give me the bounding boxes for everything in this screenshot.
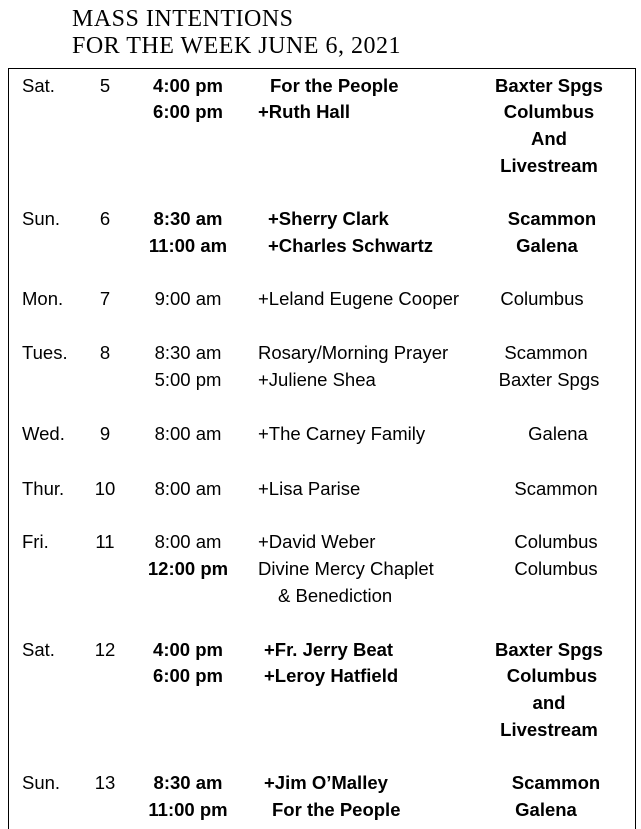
schedule-row — [0, 475, 641, 502]
location-cell: Columbus — [500, 288, 584, 309]
location-cell: Columbus — [514, 531, 598, 552]
schedule-row — [0, 636, 641, 663]
schedule-row — [0, 716, 641, 743]
date-cell: 12 — [94, 639, 116, 660]
date-cell: 6 — [99, 208, 111, 229]
location-cell: Baxter Spgs — [495, 75, 603, 96]
time-cell: 6:00 pm — [153, 101, 223, 122]
day-cell: Wed. — [22, 423, 65, 444]
schedule-row — [0, 582, 641, 609]
title-line-1: MASS INTENTIONS — [72, 6, 294, 32]
schedule-row — [0, 555, 641, 582]
intention-cell: +Juliene Shea — [258, 369, 376, 390]
schedule-row — [0, 339, 641, 366]
date-cell: 7 — [99, 288, 111, 309]
time-cell: 4:00 pm — [153, 75, 223, 96]
location-cell: Livestream — [500, 719, 598, 740]
schedule-row — [0, 152, 641, 179]
location-cell: Galena — [528, 423, 588, 444]
time-cell: 11:00 pm — [148, 799, 228, 820]
location-cell: Livestream — [500, 155, 598, 176]
title-line-2: FOR THE WEEK JUNE 6, 2021 — [72, 33, 401, 59]
date-cell: 11 — [95, 531, 115, 552]
location-cell: Scammon — [507, 208, 597, 229]
location-cell: Baxter Spgs — [495, 639, 603, 660]
date-cell: 5 — [99, 75, 111, 96]
intention-cell: +Fr. Jerry Beat — [264, 639, 394, 660]
date-cell: 13 — [94, 772, 116, 793]
intention-cell: +Jim O’Malley — [264, 772, 388, 793]
intention-cell: +Sherry Clark — [268, 208, 389, 229]
intention-cell: +Leland Eugene Cooper — [258, 288, 460, 309]
time-cell: 5:00 pm — [154, 369, 222, 390]
time-cell: 4:00 pm — [153, 639, 223, 660]
time-cell: 12:00 pm — [147, 558, 229, 579]
schedule-row — [0, 72, 641, 99]
day-cell: Sat. — [22, 639, 55, 660]
date-cell: 10 — [94, 478, 116, 499]
time-cell: 6:00 pm — [153, 665, 223, 686]
schedule-row — [0, 125, 641, 152]
intention-cell: For the People — [270, 75, 399, 96]
location-cell: Scammon — [504, 342, 588, 363]
schedule-row — [0, 528, 641, 555]
date-cell: 8 — [99, 342, 111, 363]
location-cell: Scammon — [511, 772, 601, 793]
day-cell: Sun. — [22, 772, 61, 793]
location-cell: Columbus — [503, 101, 595, 122]
intention-cell: +David Weber — [258, 531, 376, 552]
day-cell: Tues. — [22, 342, 68, 363]
time-cell: 8:00 am — [154, 423, 222, 444]
schedule-row — [0, 420, 641, 447]
schedule-row — [0, 689, 641, 716]
schedule-row — [0, 769, 641, 796]
schedule-row — [0, 232, 641, 259]
intention-cell: & Benediction — [278, 585, 393, 606]
schedule-row — [0, 366, 641, 393]
time-cell: 11:00 am — [148, 235, 228, 256]
intention-cell: +Leroy Hatfield — [264, 665, 399, 686]
date-cell: 9 — [99, 423, 111, 444]
time-cell: 8:30 am — [154, 342, 222, 363]
day-cell: Fri. — [22, 531, 49, 552]
day-cell: Thur. — [22, 478, 65, 499]
intention-cell: Rosary/Morning Prayer — [258, 342, 449, 363]
schedule-row — [0, 662, 641, 689]
day-cell: Mon. — [22, 288, 64, 309]
time-cell: 8:30 am — [153, 772, 223, 793]
schedule-row — [0, 285, 641, 312]
location-cell: Scammon — [514, 478, 598, 499]
location-cell: Galena — [515, 799, 577, 820]
intention-cell: +Charles Schwartz — [268, 235, 434, 256]
location-cell: And — [531, 128, 567, 149]
location-cell: and — [532, 692, 566, 713]
intention-cell: For the People — [272, 799, 401, 820]
time-cell: 8:00 am — [154, 478, 222, 499]
schedule-row — [0, 205, 641, 232]
schedule-row — [0, 796, 641, 823]
location-cell: Columbus — [506, 665, 598, 686]
location-cell: Galena — [516, 235, 578, 256]
time-cell: 9:00 am — [154, 288, 222, 309]
intention-cell: +Ruth Hall — [258, 101, 350, 122]
day-cell: Sun. — [22, 208, 61, 229]
time-cell: 8:30 am — [153, 208, 223, 229]
schedule-row — [0, 98, 641, 125]
intention-cell: +The Carney Family — [258, 423, 426, 444]
intention-cell: Divine Mercy Chaplet — [258, 558, 434, 579]
location-cell: Columbus — [514, 558, 598, 579]
intention-cell: +Lisa Parise — [258, 478, 361, 499]
time-cell: 8:00 am — [154, 531, 222, 552]
day-cell: Sat. — [22, 75, 55, 96]
location-cell: Baxter Spgs — [498, 369, 600, 390]
